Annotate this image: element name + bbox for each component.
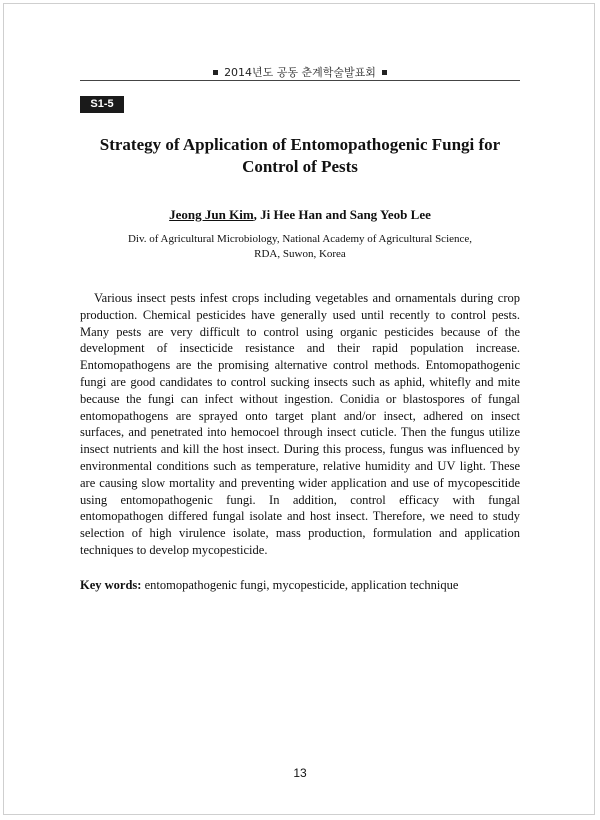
title-line-1: Strategy of Application of Entomopathogenic Fungi for: [99, 135, 501, 154]
header-rule: [80, 80, 520, 81]
paper-title: [80, 134, 520, 178]
page-number: 13: [293, 766, 307, 780]
presenting-author: Jeong Jun Kim: [169, 207, 254, 222]
bullet-square-icon: [382, 70, 387, 75]
keywords-text: entomopathogenic fungi, mycopesticide, application technique: [141, 578, 459, 592]
running-header: [80, 64, 520, 80]
affiliation-line-2: RDA, Suwon, Korea: [254, 248, 346, 260]
keywords-label: Key words:: [80, 578, 142, 592]
affiliation: [100, 232, 500, 262]
co-authors: , Ji Hee Han and Sang Yeob Lee: [253, 207, 431, 222]
bullet-square-icon: [213, 70, 218, 75]
author-list: [80, 207, 520, 223]
abstract-body: Various insect pests infest crops including vegetables and ornamentals during crop production. Chemical pesticides have generally used until recently to control pests. Many pests are very difficult to control using organic pesticides because of the development of insecticide resistance and their rapid population increase. Entomopathogens are the promising alternative control methods. Entomopathogenic fungi are good candidates to control sucking insects such as aphid, whitefly and mite because the fungi can infect without ingestion. Conidia or blastospores of fungal entomopathogens are sprayed onto target plant and/or insect, adhered on insect surfaces, and penetrated into hemocoel through insect cuticle. Then the fungus utilize insect nutrients and kill the host insect. During this process, fungus was influenced by environmental conditions such as temperature, relative humidity and UV light. These are causing slow mortality and preventing wider application and use of mycopescitide using entomopathogenic fungi. In addition, control efficacy with fungal entomopathogen differed fungal isolate and host insect. Therefore, we need to study selection of high virulence isolate, mass production, formulation and application techniques to develop mycopesticide.: [80, 291, 520, 557]
session-code-badge: S1-5: [80, 96, 124, 113]
affiliation-line-1: Div. of Agricultural Microbiology, National Academy of Agricultural Science,: [127, 233, 473, 245]
title-line-2: Control of Pests: [242, 157, 358, 176]
keywords: [80, 578, 520, 593]
header-text: 2014년도 공동 춘계학술발표회: [224, 66, 376, 79]
